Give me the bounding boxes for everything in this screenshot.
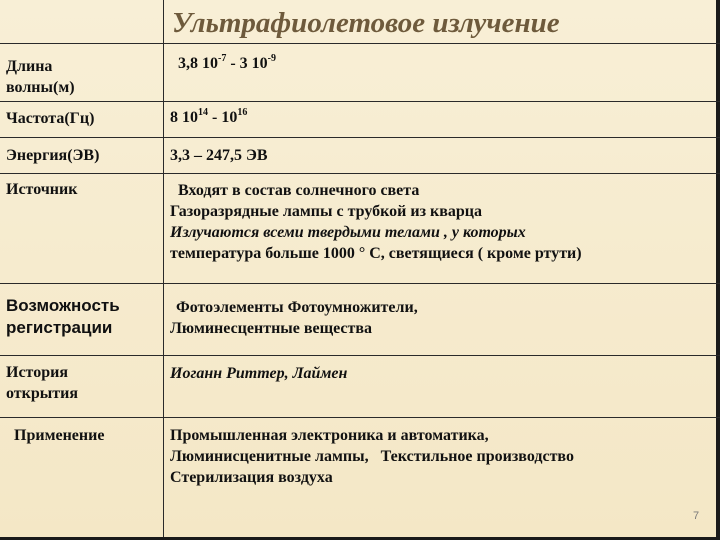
row-label-frequency: Частота(Гц) [6,110,95,127]
row-value-source: Входят в состав солнечного света Газоразрядные лампы с трубкой из кварца Излучаются всеми твердыми телами , у которых температура больше 1000 ° С, светящиеся ( кроме ртути) [170,182,582,262]
row-value-history: Иоганн Риттер, Лаймен [170,365,348,382]
row-value-application: Промышленная электроника и автоматика, Люминисценитные лампы, Текстильное производство Стерилизация воздуха [170,427,574,486]
row-divider [0,283,720,284]
column-divider [163,0,164,537]
row-label-wavelength: Длина волны(м) [6,58,75,96]
page-number: 7 [693,510,700,522]
row-value-wavelength: 3,8 $10^{-7} - 3$ $10^{-9}$ [178,53,277,72]
row-divider [0,137,720,138]
row-label-history: История открытия [6,364,78,402]
row-divider [0,173,720,174]
row-label-energy: Энергия(ЭВ) [6,147,100,164]
row-value-frequency: 8 $10^{14} - 10^{16}$ [170,107,248,126]
row-label-application: Применение [14,427,105,444]
row-label-registration: Возможность регистрации [6,296,120,337]
row-value-energy: 3,3 – 247,5 ЭВ [170,147,268,164]
page-title: Ультрафиолетовое излучение [172,7,560,39]
row-label-source: Источник [6,181,78,198]
row-divider [0,43,720,44]
row-divider [0,101,720,102]
row-value-registration: Фотоэлементы Фотоумножители, Люминесцентные вещества [170,299,418,337]
row-divider [0,355,720,356]
row-divider [0,417,720,418]
